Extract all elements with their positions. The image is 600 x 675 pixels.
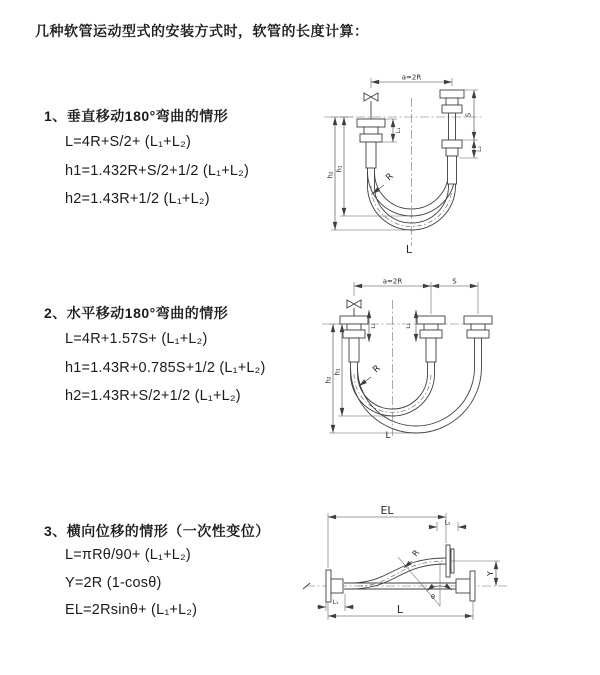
dim-label-h2: h₂ bbox=[324, 376, 333, 384]
section-1-formula-h2: h2=1.43R+1/2 (L₁+L₂) bbox=[65, 191, 210, 207]
valve-icon bbox=[364, 93, 378, 119]
left-hose-fitting bbox=[357, 119, 385, 168]
radius-label: R bbox=[371, 363, 383, 376]
length-label: L bbox=[385, 431, 391, 441]
dim-label-h2: h₂ bbox=[326, 171, 335, 179]
section-2-formula-L: L=4R+1.57S+ (L₁+L₂) bbox=[65, 331, 208, 347]
valve-icon bbox=[347, 300, 361, 316]
braided-hose-section bbox=[426, 338, 436, 362]
section-2-heading: 2、水平移动180°弯曲的情形 bbox=[44, 305, 229, 321]
left-flange-fitting bbox=[326, 570, 343, 602]
dim-label-h1: h₁ bbox=[335, 165, 344, 173]
hose-u-bend bbox=[351, 338, 482, 433]
dimensions bbox=[325, 278, 479, 442]
diagram-vertical-180-bend bbox=[306, 72, 598, 260]
dim-label-s: S bbox=[452, 277, 457, 286]
dim-label-a2r: a=2R bbox=[382, 277, 403, 286]
dim-label-a2r: a=2R bbox=[401, 73, 422, 82]
right-flange-fitting bbox=[456, 571, 475, 601]
length-label: L bbox=[396, 603, 404, 616]
section-1-heading: 1、垂直移动180°弯曲的情形 bbox=[44, 108, 229, 124]
left-hose-fitting bbox=[340, 316, 368, 362]
braided-hose-section bbox=[448, 156, 457, 184]
length-label: L bbox=[405, 243, 413, 256]
dim-label-s: S bbox=[464, 112, 473, 118]
dim-label-l1: L₁ bbox=[332, 599, 339, 606]
section-3-formula-EL: EL=2Rsinθ+ (L₁+L₂) bbox=[65, 602, 198, 618]
braided-hose-section bbox=[366, 142, 376, 168]
page-title: 几种软管运动型式的安装方式时，软管的长度计算： bbox=[35, 23, 369, 39]
section-3-heading: 3、横向位移的情形（一次性变位） bbox=[44, 523, 270, 539]
dimensions bbox=[317, 504, 500, 620]
diagram-horizontal-180-bend bbox=[306, 276, 598, 460]
dim-label-y: Y bbox=[486, 571, 495, 576]
radius-label: R bbox=[384, 171, 396, 184]
right-hose-fitting bbox=[440, 90, 464, 184]
section-1-formula-L: L=4R+S/2+ (L₁+L₂) bbox=[65, 134, 191, 150]
middle-hose-fitting bbox=[417, 316, 445, 362]
section-2-formula-h1: h1=1.43R+0.785S+1/2 (L₁+L₂) bbox=[65, 360, 266, 376]
centerlines bbox=[324, 98, 484, 246]
dim-label-l1: L₁ bbox=[395, 127, 402, 134]
section-2-formula-h2: h2=1.43R+S/2+1/2 (L₁+L₂) bbox=[65, 388, 241, 404]
radius-label: R bbox=[410, 548, 422, 559]
diagram-lateral-displacement bbox=[300, 504, 600, 632]
braided-hose-section bbox=[349, 338, 359, 362]
displaced-s-hose bbox=[350, 558, 446, 589]
section-3-formula-Y: Y=2R (1-cosθ) bbox=[65, 575, 162, 591]
dim-label-l2: L₂ bbox=[444, 519, 451, 527]
dim-label-l1: L₁ bbox=[371, 323, 377, 329]
dimensions bbox=[327, 74, 484, 257]
section-1-formula-h1: h1=1.432R+S/2+1/2 (L₁+L₂) bbox=[65, 163, 250, 179]
dim-label-h1: h₁ bbox=[333, 368, 342, 376]
dim-label-l2: L₂ bbox=[406, 323, 412, 329]
section-3-formula-L: L=πRθ/90+ (L₁+L₂) bbox=[65, 547, 191, 563]
dim-label-l2: L₂ bbox=[476, 146, 483, 152]
right-hose-fitting bbox=[464, 316, 492, 338]
dim-label-el: EL bbox=[380, 504, 394, 517]
angle-label: θ bbox=[431, 593, 435, 601]
